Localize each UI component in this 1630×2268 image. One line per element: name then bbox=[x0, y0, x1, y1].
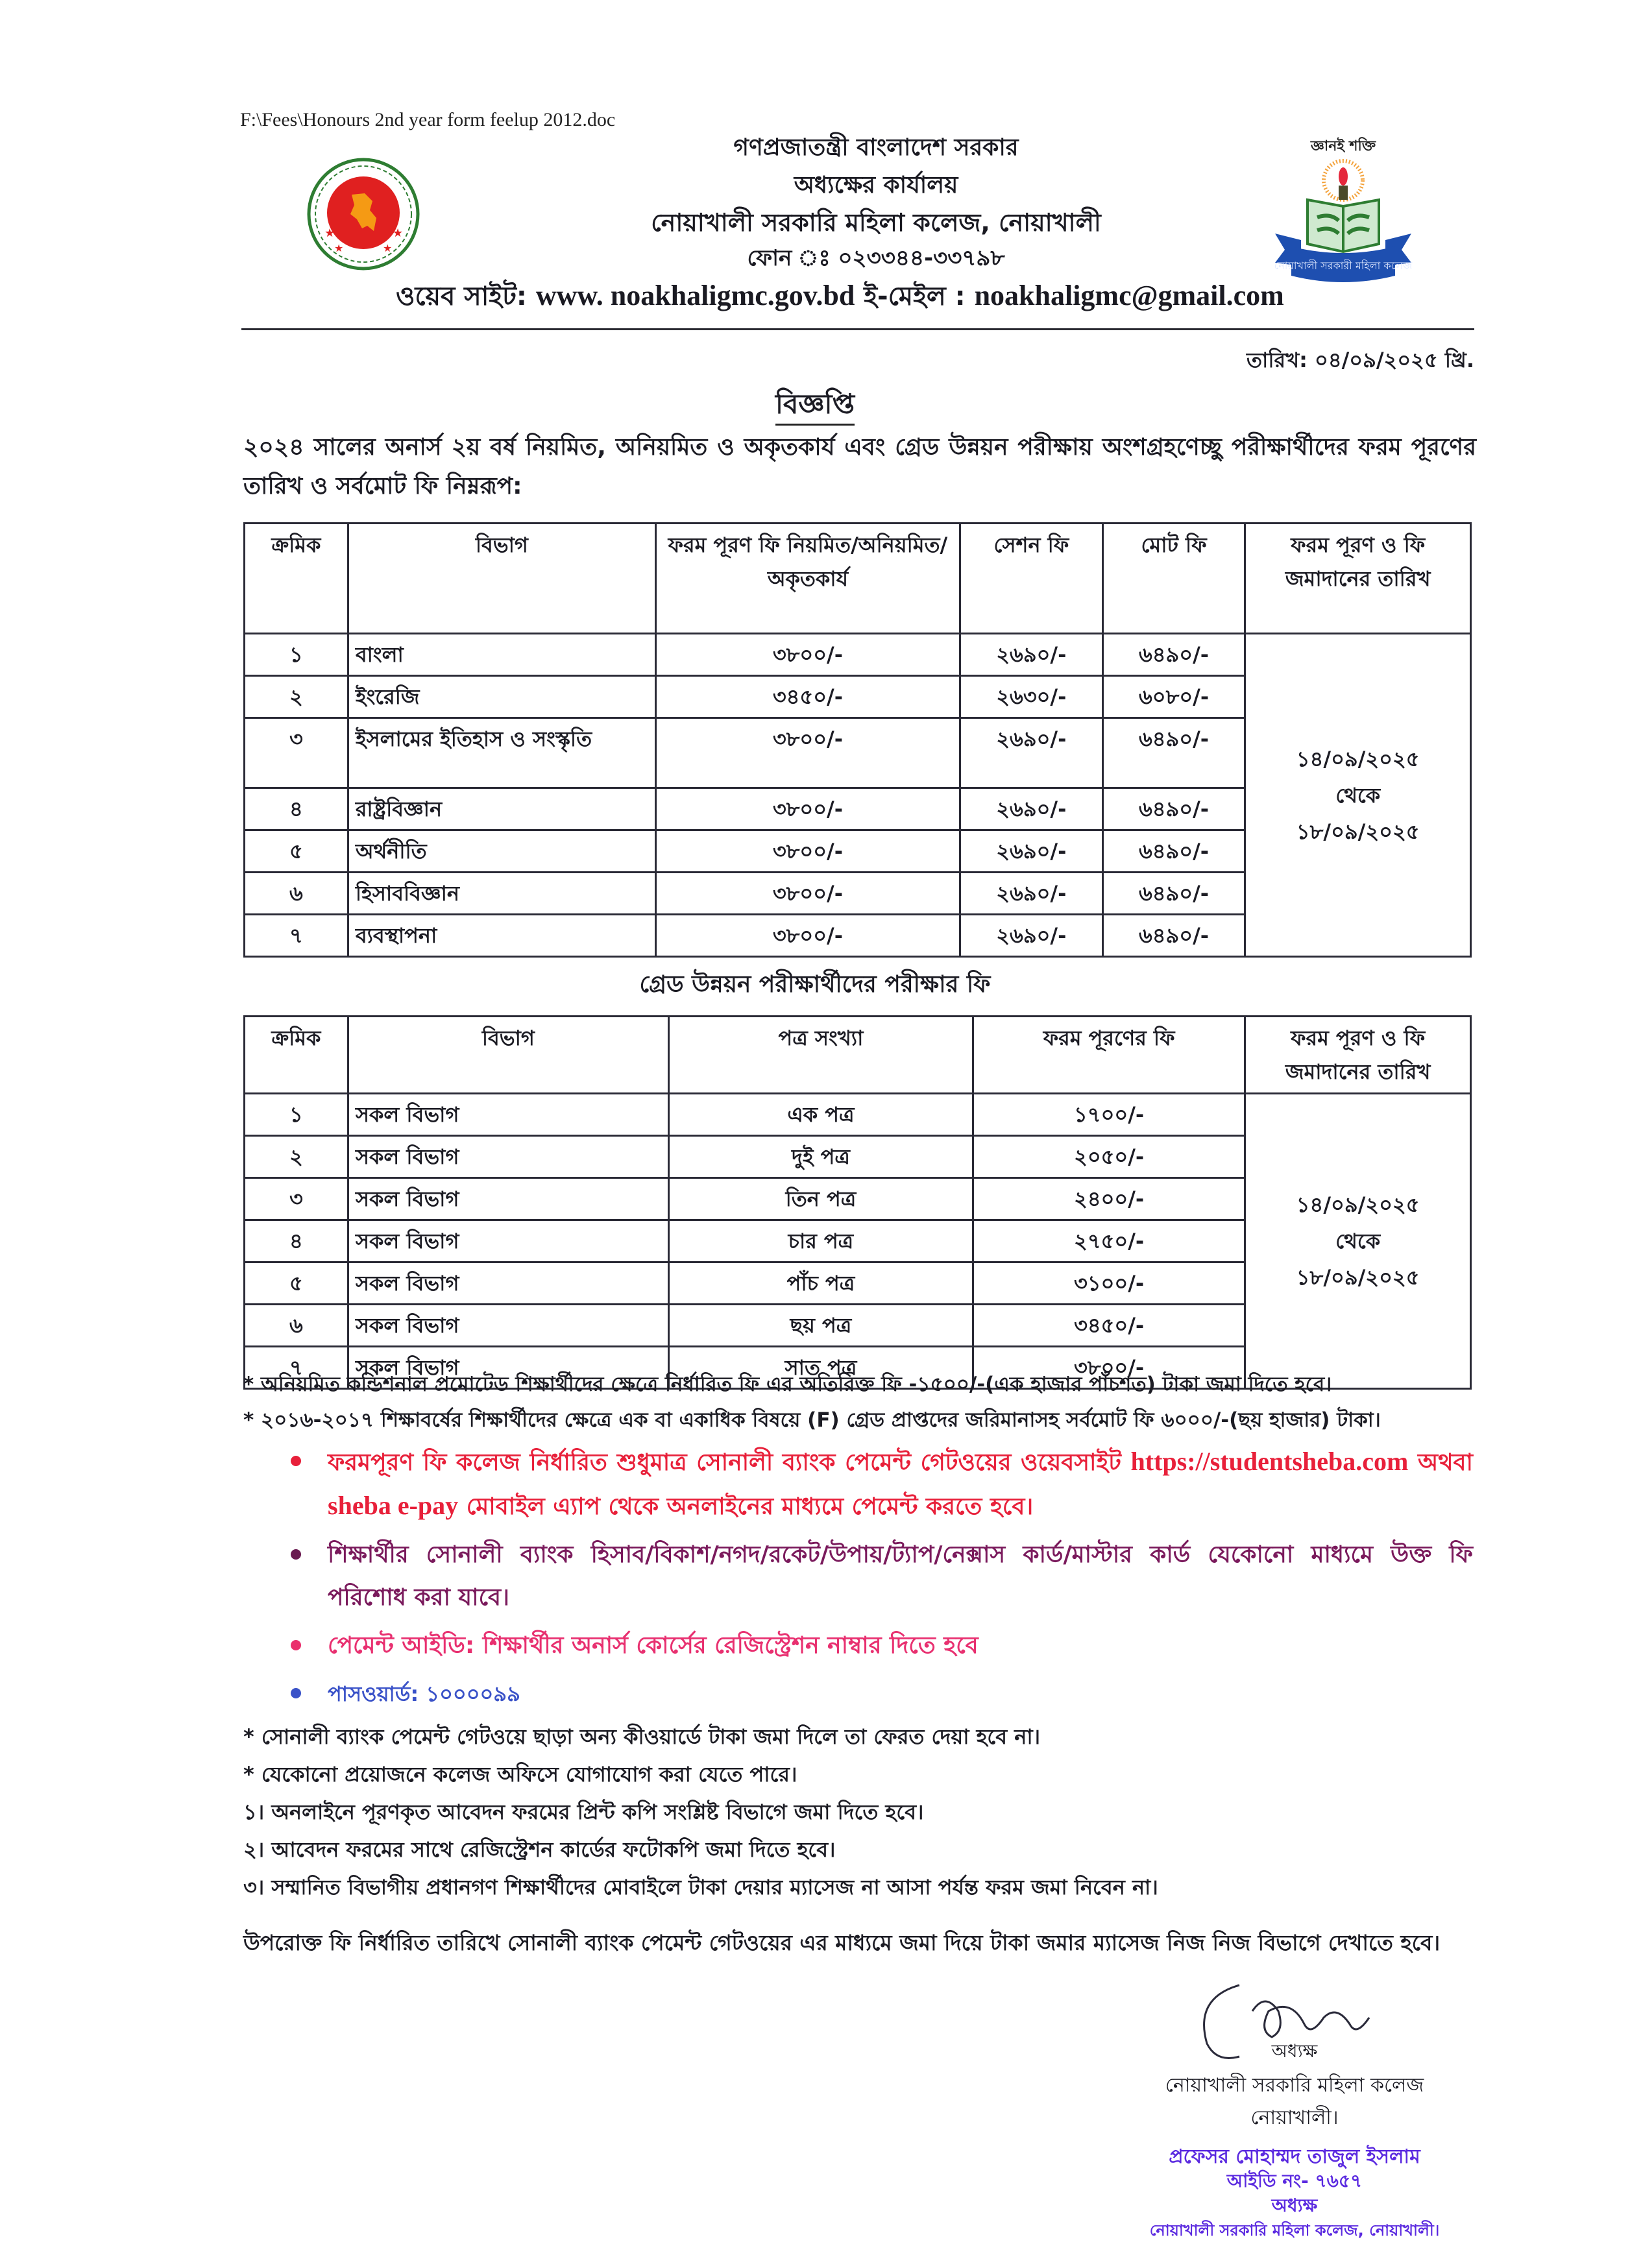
table-header-row bbox=[245, 524, 1471, 634]
col-paper-count: পত্র সংখ্যা bbox=[668, 1017, 973, 1094]
table-cell: ৩৮০০/- bbox=[655, 788, 960, 830]
table-cell: ৬৪৯০/- bbox=[1102, 788, 1245, 830]
table-cell: ৩৪৫০/- bbox=[655, 676, 960, 718]
date-to: ১৮/০৯/২০২৫ bbox=[1296, 1265, 1420, 1290]
col-form-fee: ফরম পূরণের ফি bbox=[973, 1017, 1245, 1094]
table-cell: ৪ bbox=[245, 788, 348, 830]
table-cell: ২৬৯০/- bbox=[960, 718, 1102, 788]
note-conditional-promoted: * অনিয়মিত কন্ডিশনাল প্রমোটেড শিক্ষার্থীদের ক্ষেত্রে নির্ধারিত ফি এর অতিরিক্ত ফি -১৫০০/-(এক হাজার পাঁচশত) টাকা জমা দিতে হবে। bbox=[243, 1373, 1332, 1396]
table-cell: ৩৮০০/- bbox=[655, 873, 960, 915]
bullet-dot-icon bbox=[291, 1549, 301, 1560]
table-cell: ৩৮০০/- bbox=[655, 634, 960, 676]
submission-date-range bbox=[1245, 1094, 1471, 1389]
table-cell: ২ bbox=[245, 1136, 348, 1178]
svg-text:★: ★ bbox=[324, 226, 335, 240]
col-dates: ফরম পূরণ ও ফি জমাদানের তারিখ bbox=[1245, 524, 1471, 634]
email-link[interactable]: noakhaligmc@gmail.com bbox=[974, 280, 1284, 311]
signatory-designation: অধ্যক্ষ bbox=[1271, 2040, 1318, 2062]
college-name: নোয়াখালী সরকারি মহিলা কলেজ, নোয়াখালী bbox=[651, 208, 1101, 237]
table-cell: এক পত্র bbox=[668, 1094, 973, 1136]
table-cell: ৭ bbox=[245, 915, 348, 957]
table-cell: ৩৮০০/- bbox=[655, 830, 960, 873]
table-cell: সকল বিভাগ bbox=[348, 1305, 668, 1347]
fee-table-grade-improvement bbox=[243, 1015, 1472, 1390]
note-2016-2017-session: * ২০১৬-২০১৭ শিক্ষাবর্ষের শিক্ষার্থীদের ক্ষেত্রে এক বা একাধিক বিষয়ে (F) গ্রেড প্রাপ্তদের জরিমানাসহ সর্বমোট ফি ৬০০০/-(ছয় হাজার) টাকা। bbox=[243, 1408, 1381, 1432]
website-label: ওয়েব সাইট: bbox=[396, 282, 527, 311]
college-logo-icon bbox=[1262, 130, 1424, 285]
table-cell: ৫ bbox=[245, 830, 348, 873]
table-cell: ৩৮০০/- bbox=[973, 1347, 1245, 1389]
table-cell: চার পত্র bbox=[668, 1220, 973, 1262]
table-cell: ২৪০০/- bbox=[973, 1178, 1245, 1220]
table-cell: সকল বিভাগ bbox=[348, 1220, 668, 1262]
table-cell: ৬ bbox=[245, 873, 348, 915]
office-title: অধ্যক্ষের কার্যালয় bbox=[794, 172, 958, 199]
table-cell: তিন পত্র bbox=[668, 1178, 973, 1220]
stamp-name: প্রফেসর মোহাম্মদ তাজুল ইসলাম bbox=[1169, 2145, 1420, 2168]
file-path: F:\Fees\Honours 2nd year form feelup 2012.doc bbox=[240, 109, 616, 130]
notice-title-text: বিজ্ঞপ্তি bbox=[775, 388, 855, 426]
table-cell: ১ bbox=[245, 1094, 348, 1136]
table-cell: পাঁচ পত্র bbox=[668, 1262, 973, 1305]
col-serial: ক্রমিক bbox=[245, 1017, 348, 1094]
rules-list bbox=[243, 1718, 1158, 1906]
table-cell: ৬০৮০/- bbox=[1102, 676, 1245, 718]
grade-improvement-title: গ্রেড উন্নয়ন পরীক্ষার্থীদের পরীক্ষার ফি bbox=[639, 971, 991, 998]
fee-table-regular bbox=[243, 522, 1472, 958]
table-cell: ৩৮০০/- bbox=[655, 915, 960, 957]
table-header-row bbox=[245, 1017, 1471, 1094]
date-from: ১৪/০৯/২০২৫ bbox=[1296, 1192, 1420, 1217]
rule-item: * যেকোনো প্রয়োজনে কলেজ অফিসে যোগাযোগ করা যেতে পারে। bbox=[243, 1762, 797, 1787]
table-cell: ২৬৯০/- bbox=[960, 873, 1102, 915]
table-cell: ৩১০০/- bbox=[973, 1262, 1245, 1305]
table-cell: ১৭০০/- bbox=[973, 1094, 1245, 1136]
rule-item: ৩। সম্মানিত বিভাগীয় প্রধানগণ শিক্ষার্থীদের মোবাইলে টাকা দেয়ার ম্যাসেজ না আসা পর্যন্ত ফরম জমা নিবেন না। bbox=[243, 1875, 1158, 1900]
email-label: ই-মেইল : bbox=[864, 282, 966, 311]
table-cell: ৩৮০০/- bbox=[655, 718, 960, 788]
rule-item: ১। অনলাইনে পূরণকৃত আবেদন ফরমের প্রিন্ট কপি সংশ্লিষ্ট বিভাগে জমা দিতে হবে। bbox=[243, 1800, 924, 1824]
bangladesh-govt-seal-icon bbox=[305, 156, 422, 272]
col-serial: ক্রমিক bbox=[245, 524, 348, 634]
col-session-fee: সেশন ফি bbox=[960, 524, 1102, 634]
col-total-fee: মোট ফি bbox=[1102, 524, 1245, 634]
table-cell: ৩ bbox=[245, 718, 348, 788]
table-cell: রাষ্ট্রবিজ্ঞান bbox=[348, 788, 655, 830]
col-dates: ফরম পূরণ ও ফি জমাদানের তারিখ bbox=[1245, 1017, 1471, 1094]
table-cell: ৬৪৯০/- bbox=[1102, 718, 1245, 788]
signatory-college: নোয়াখালী সরকারি মহিলা কলেজ bbox=[1165, 2074, 1424, 2097]
date-mid: থেকে bbox=[1335, 1229, 1381, 1253]
svg-text:★: ★ bbox=[334, 242, 344, 254]
logo-motto: জ্ঞানই শক্তি bbox=[1310, 138, 1376, 154]
table-cell: ২ bbox=[245, 676, 348, 718]
logo-banner: নোয়াখালী সরকারী মহিলা কলেজ bbox=[1274, 259, 1413, 272]
header-divider bbox=[241, 328, 1474, 330]
table-cell: ২৬৩০/- bbox=[960, 676, 1102, 718]
signatory-city: নোয়াখালী। bbox=[1250, 2106, 1339, 2129]
table-cell: ব্যবস্থাপনা bbox=[348, 915, 655, 957]
studentsheba-link[interactable]: https://studentsheba.com bbox=[1130, 1447, 1409, 1476]
notice-date: তারিখ: ০৪/০৯/২০২৫ খ্রি. bbox=[1247, 348, 1474, 372]
table-cell: সকল বিভাগ bbox=[348, 1262, 668, 1305]
col-form-fee: ফরম পূরণ ফি নিয়মিত/অনিয়মিত/ অকৃতকার্য bbox=[655, 524, 960, 634]
table-cell: ২৬৯০/- bbox=[960, 830, 1102, 873]
bullet-password bbox=[279, 1672, 1473, 1715]
table-cell: ৬৪৯০/- bbox=[1102, 873, 1245, 915]
table-cell: ২৭৫০/- bbox=[973, 1220, 1245, 1262]
bullet-text: শিক্ষার্থীর সোনালী ব্যাংক হিসাব/বিকাশ/নগদ/রকেট/উপায়/ট্যাপ/নেক্সাস কার্ড/মাস্টার কার্ড যেকোনো মাধ্যমে উক্ত ফি পরিশোধ করা যাবে। bbox=[328, 1541, 1473, 1611]
bullet-text: মোবাইল এ্যাপ থেকে অনলাইনের মাধ্যমে পেমেন্ট করতে হবে। bbox=[466, 1493, 1034, 1520]
table-cell: বাংলা bbox=[348, 634, 655, 676]
website-link[interactable]: www. noakhaligmc.gov.bd bbox=[535, 280, 855, 311]
table-cell: ৬৪৯০/- bbox=[1102, 915, 1245, 957]
date-from: ১৪/০৯/২০২৫ bbox=[1296, 746, 1420, 771]
date-mid: থেকে bbox=[1335, 782, 1381, 808]
bullet-payment-id bbox=[279, 1624, 1473, 1667]
contact-line bbox=[396, 276, 1284, 319]
bullet-dot-icon bbox=[291, 1688, 301, 1698]
table-row bbox=[245, 1094, 1471, 1136]
submission-date-range bbox=[1245, 634, 1471, 957]
notice-intro: ২০২৪ সালের অনার্স ২য় বর্ষ নিয়মিত, অনিয়মিত ও অকৃতকার্য এবং গ্রেড উন্নয়ন পরীক্ষায় অংশগ্রহণেচ্ছু পরীক্ষার্থীদের ফরম পূরণের তারিখ ও সর্বমোট ফি নিম্নরূপ: bbox=[243, 434, 1476, 500]
table-cell: দুই পত্র bbox=[668, 1136, 973, 1178]
table-cell: ২৬৯০/- bbox=[960, 915, 1102, 957]
bullet-payment-channels bbox=[279, 1534, 1473, 1619]
date-to: ১৮/০৯/২০২৫ bbox=[1296, 819, 1420, 844]
table-cell: সকল বিভাগ bbox=[348, 1094, 668, 1136]
govt-title: গণপ্রজাতন্ত্রী বাংলাদেশ সরকার bbox=[733, 134, 1019, 161]
table-cell: ২৬৯০/- bbox=[960, 634, 1102, 676]
sheba-epay-app: sheba e-pay bbox=[328, 1491, 459, 1520]
table-cell: অর্থনীতি bbox=[348, 830, 655, 873]
table-cell: ৭ bbox=[245, 1347, 348, 1389]
col-department: বিভাগ bbox=[348, 524, 655, 634]
bullet-text: অথবা bbox=[1418, 1449, 1473, 1476]
table-cell: ইংরেজি bbox=[348, 676, 655, 718]
table-cell: ২০৫০/- bbox=[973, 1136, 1245, 1178]
table-cell: ৬৪৯০/- bbox=[1102, 634, 1245, 676]
table-cell: ৬ bbox=[245, 1305, 348, 1347]
bullet-payment-method bbox=[279, 1440, 1473, 1528]
table-cell: হিসাববিজ্ঞান bbox=[348, 873, 655, 915]
bullet-text: ফরমপূরণ ফি কলেজ নির্ধারিত শুধুমাত্র সোনালী ব্যাংক পেমেন্ট গেটওয়ের ওয়েবসাইট bbox=[328, 1449, 1121, 1476]
rule-item: ২। আবেদন ফরমের সাথে রেজিস্ট্রেশন কার্ডের ফটোকপি জমা দিতে হবে। bbox=[243, 1837, 836, 1862]
table-cell: ৪ bbox=[245, 1220, 348, 1262]
table-cell: ৬৪৯০/- bbox=[1102, 830, 1245, 873]
table-cell: সকল বিভাগ bbox=[348, 1347, 668, 1389]
bullet-text: পাসওয়ার্ড: ১০০০০৯৯ bbox=[328, 1682, 520, 1706]
table-cell: ৩৪৫০/- bbox=[973, 1305, 1245, 1347]
table-cell: ইসলামের ইতিহাস ও সংস্কৃতি bbox=[348, 718, 655, 788]
table-cell: সকল বিভাগ bbox=[348, 1136, 668, 1178]
table-row bbox=[245, 634, 1471, 676]
payment-instructions bbox=[279, 1440, 1473, 1720]
stamp-college: নোয়াখালী সরকারি মহিলা কলেজ, নোয়াখালী। bbox=[1149, 2221, 1440, 2239]
phone-number: ফোন ঃ ০২৩৩৪৪-৩৩৭৯৮ bbox=[747, 245, 1005, 271]
table-cell: ২৬৯০/- bbox=[960, 788, 1102, 830]
table-cell: ৫ bbox=[245, 1262, 348, 1305]
table-cell: সাত পত্র bbox=[668, 1347, 973, 1389]
col-department: বিভাগ bbox=[348, 1017, 668, 1094]
bullet-dot-icon bbox=[291, 1456, 301, 1466]
closing-paragraph: উপরোক্ত ফি নির্ধারিত তারিখে সোনালী ব্যাংক পেমেন্ট গেটওয়ের এর মাধ্যমে জমা দিয়ে টাকা জমার ম্যাসেজ নিজ নিজ বিভাগে দেখাতে হবে। bbox=[243, 1930, 1441, 1955]
table-cell: ছয় পত্র bbox=[668, 1305, 973, 1347]
svg-text:★: ★ bbox=[383, 242, 393, 254]
table-cell: ১ bbox=[245, 634, 348, 676]
svg-text:★: ★ bbox=[393, 226, 404, 240]
table-cell: সকল বিভাগ bbox=[348, 1178, 668, 1220]
bullet-text: পেমেন্ট আইডি: শিক্ষার্থীর অনার্স কোর্সের রেজিস্ট্রেশন নাম্বার দিতে হবে bbox=[328, 1632, 979, 1659]
rule-item: * সোনালী ব্যাংক পেমেন্ট গেটওয়ে ছাড়া অন্য কীওয়ার্ডে টাকা জমা দিলে তা ফেরত দেয়া হবে না। bbox=[243, 1724, 1041, 1749]
notice-title bbox=[0, 383, 1630, 429]
stamp-id: আইডি নং- ৭৬৫৭ bbox=[1226, 2170, 1363, 2191]
table-cell: ৩ bbox=[245, 1178, 348, 1220]
stamp-designation: অধ্যক্ষ bbox=[1271, 2195, 1318, 2216]
bullet-dot-icon bbox=[291, 1640, 301, 1650]
